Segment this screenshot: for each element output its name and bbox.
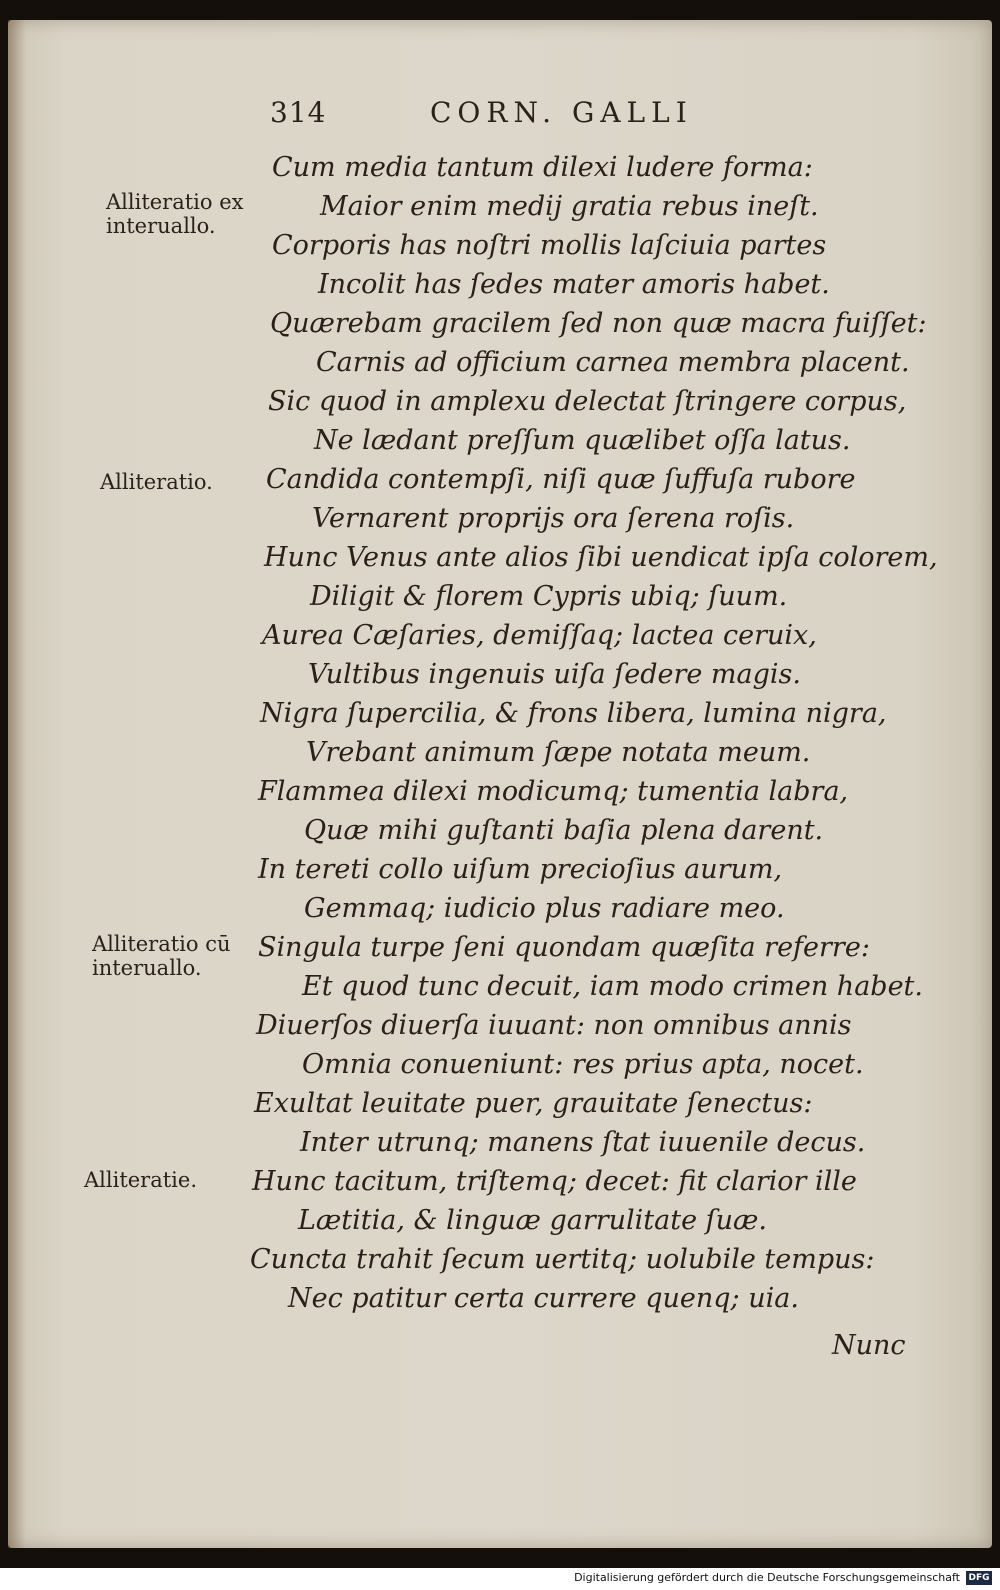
verse-line: Maior enim medij gratia rebus ineſt. [320, 191, 819, 222]
verse-line: Flammea dilexi modicumq; tumentia labra, [258, 776, 849, 807]
verse-line: Cuncta trahit ſecum uertitq; uolubile tempus: [250, 1244, 875, 1275]
page-header [0, 96, 1000, 140]
verse-line: Quæ mihi guſtanti baſia plena darent. [304, 815, 824, 846]
margin-note: Alliteratio. [100, 470, 213, 494]
verse-line: Gemmaq; iudicio plus radiare meo. [304, 893, 785, 924]
margin-note: Alliteratio ex interuallo. [106, 190, 244, 239]
verse-line: Ne lædant preſſum quælibet oſſa latus. [314, 425, 851, 456]
verse-line: Vultibus ingenuis uiſa ſedere magis. [308, 659, 801, 690]
verse-line: Nec patitur certa currere quenq; uia. [288, 1283, 799, 1314]
spine-shadow [8, 20, 26, 1548]
verse-line: Incolit has ſedes mater amoris habet. [318, 269, 830, 300]
verse-line: Quærebam gracilem ſed non quæ macra fuiſſet: [270, 308, 927, 339]
verse-line: In tereti collo uiſum precioſius aurum, [258, 854, 783, 885]
verse-line: Sic quod in amplexu delectat ſtringere corpus, [268, 386, 907, 417]
verse-line: Lætitia, & linguæ garrulitate ſuæ. [298, 1205, 768, 1236]
margin-note: Alliteratie. [84, 1168, 197, 1192]
verse-line: Vrebant animum ſæpe notata meum. [306, 737, 811, 768]
dfg-logo: DFG [966, 1571, 992, 1585]
verse-line: Cum media tantum dilexi ludere forma: [272, 152, 813, 183]
verse-line: Singula turpe ſeni quondam quæſita referre: [258, 932, 870, 963]
page-number: 314 [270, 96, 327, 129]
funding-credit: Digitalisierung gefördert durch die Deutsche Forschungsgemeinschaft [574, 1571, 960, 1584]
verse-line: Hunc tacitum, triſtemq; decet: fit clarior ille [252, 1166, 857, 1197]
verse-line: Omnia conueniunt: res prius apta, nocet. [302, 1049, 864, 1080]
verse-line: Diuerſos diuerſa iuuant: non omnibus annis [256, 1010, 852, 1041]
catchword: Nunc [832, 1330, 906, 1361]
verse-line: Nigra ſupercilia, & frons libera, lumina nigra, [260, 698, 887, 729]
verse-line: Inter utrunq; manens ſtat iuuenile decus. [300, 1127, 866, 1158]
verse-line: Diligit & florem Cypris ubiq; ſuum. [310, 581, 788, 612]
footer-bar [0, 1568, 1000, 1590]
verse-line: Carnis ad officium carnea membra placent. [316, 347, 910, 378]
verse-line: Hunc Venus ante alios ſibi uendicat ipſa colorem, [264, 542, 938, 573]
verse-line: Et quod tunc decuit, iam modo crimen habet. [302, 971, 923, 1002]
running-title: CORN. GALLI [430, 96, 693, 129]
verse-line: Corporis has noſtri mollis laſciuia partes [272, 230, 827, 261]
verse-line: Aurea Cæſaries, demiſſaq; lactea ceruix, [262, 620, 817, 651]
verse-line: Exultat leuitate puer, grauitate ſenectus: [254, 1088, 813, 1119]
margin-note: Alliteratio cū interuallo. [92, 932, 231, 981]
verse-line: Vernarent proprijs ora ſerena roſis. [312, 503, 795, 534]
verse-line: Candida contempſi, niſi quæ ſuffuſa rubore [266, 464, 856, 495]
